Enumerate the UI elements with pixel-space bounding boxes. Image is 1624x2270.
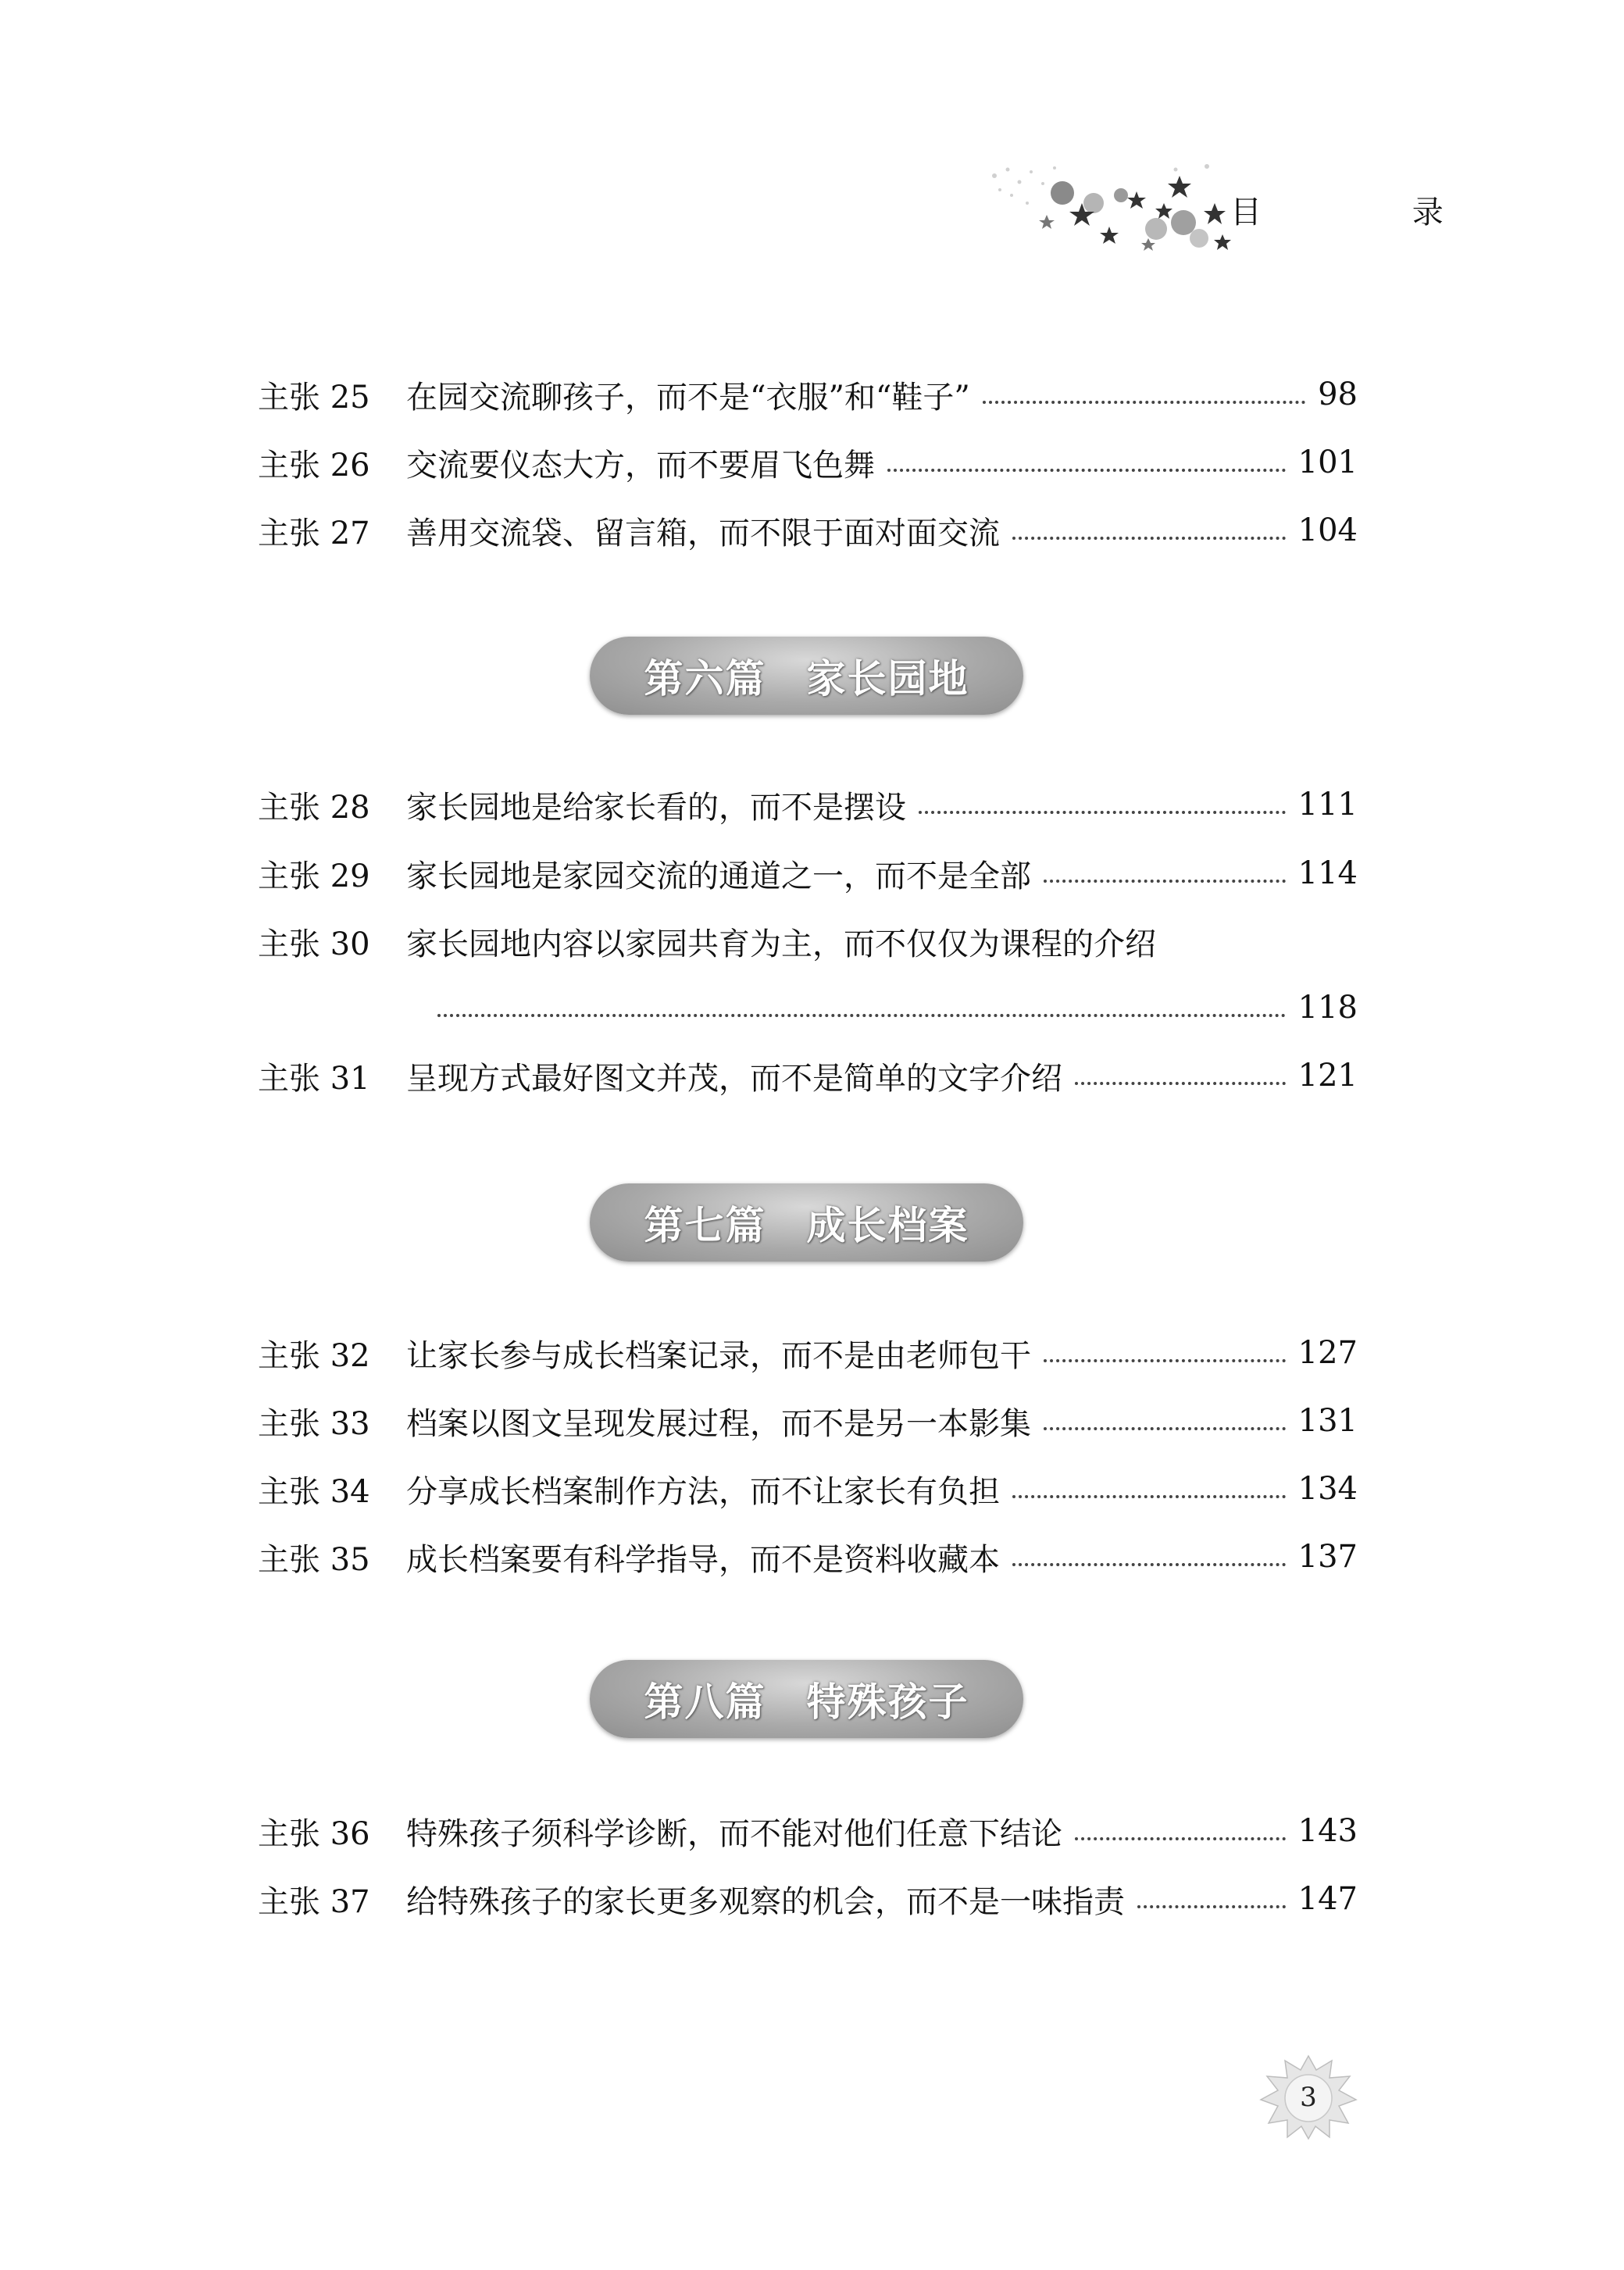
toc-entry[interactable]	[258, 507, 1358, 554]
entry-page: 134	[1297, 1471, 1358, 1507]
dot-leader	[919, 811, 1286, 814]
dot-leader	[1075, 1082, 1286, 1085]
entry-label: 主张 26	[258, 447, 370, 484]
entry-title: 家长园地是给家长看的，而不是摆设	[406, 789, 906, 826]
toc-entry[interactable]	[258, 439, 1358, 486]
star-decoration-icon	[980, 160, 1238, 254]
entry-label: 主张 36	[258, 1815, 370, 1852]
toc-entry[interactable]	[258, 1052, 1358, 1099]
dot-leader	[1012, 537, 1286, 540]
toc-entry[interactable]	[258, 1533, 1358, 1580]
section-heading: 第八篇 特殊孩子	[590, 1660, 1023, 1738]
entry-page: 118	[1297, 990, 1358, 1026]
entry-title: 交流要仪态大方，而不要眉飞色舞	[406, 447, 875, 484]
entry-title: 家长园地是家园交流的通道之一，而不是全部	[406, 858, 1031, 894]
entry-label: 主张 37	[258, 1883, 370, 1920]
toc-entry[interactable]	[258, 1397, 1358, 1444]
dot-leader	[1012, 1563, 1286, 1566]
entry-page: 131	[1297, 1403, 1358, 1439]
entry-title: 让家长参与成长档案记录，而不是由老师包干	[406, 1337, 1031, 1374]
toc-entry[interactable]	[258, 850, 1358, 897]
entry-title: 成长档案要有科学指导，而不是资料收藏本	[406, 1541, 1000, 1578]
entry-page: 147	[1297, 1881, 1358, 1917]
toc-entry[interactable]	[258, 1876, 1358, 1922]
entry-title: 分享成长档案制作方法，而不让家长有负担	[406, 1473, 1000, 1510]
entry-title: 呈现方式最好图文并茂，而不是简单的文字介绍	[406, 1060, 1062, 1097]
entry-title: 档案以图文呈现发展过程，而不是另一本影集	[406, 1405, 1031, 1442]
dot-leader	[437, 1014, 1286, 1017]
page-number-badge	[1258, 2054, 1359, 2140]
dot-leader	[1012, 1495, 1286, 1498]
toc-entry[interactable]	[258, 1465, 1358, 1512]
toc-entry[interactable]	[258, 781, 1358, 828]
toc-entry[interactable]	[258, 1808, 1358, 1854]
section-heading: 第六篇 家长园地	[590, 637, 1023, 715]
entry-label: 主张 30	[258, 926, 370, 962]
dot-leader	[1044, 1359, 1286, 1362]
entry-page: 121	[1297, 1058, 1358, 1094]
entry-page: 104	[1297, 512, 1358, 548]
entry-page: 111	[1297, 787, 1358, 823]
toc-entry-continuation[interactable]	[437, 984, 1358, 1031]
dot-leader	[983, 401, 1305, 404]
entry-title: 在园交流聊孩子，而不是“衣服”和“鞋子”	[406, 379, 970, 416]
dot-leader	[1137, 1905, 1286, 1908]
dot-leader	[1075, 1837, 1286, 1840]
entry-title: 特殊孩子须科学诊断，而不能对他们任意下结论	[406, 1815, 1062, 1852]
header-title: 目 录	[1230, 195, 1514, 230]
dot-leader	[1044, 1427, 1286, 1430]
entry-label: 主张 31	[258, 1060, 370, 1097]
entry-label: 主张 35	[258, 1541, 370, 1578]
toc-entry[interactable]	[258, 918, 1358, 965]
entry-label: 主张 27	[258, 515, 370, 551]
dot-leader	[887, 469, 1286, 472]
entry-title: 善用交流袋、留言箱，而不限于面对面交流	[406, 515, 1000, 551]
entry-label: 主张 34	[258, 1473, 370, 1510]
page-number: 3	[1300, 2082, 1317, 2113]
entry-page: 98	[1318, 377, 1358, 412]
dot-leader	[1044, 880, 1286, 883]
entry-label: 主张 33	[258, 1405, 370, 1442]
entry-label: 主张 29	[258, 858, 370, 894]
entry-page: 101	[1297, 444, 1358, 480]
entry-label: 主张 32	[258, 1337, 370, 1374]
section-heading: 第七篇 成长档案	[590, 1183, 1023, 1262]
entry-title: 家长园地内容以家园共育为主，而不仅仅为课程的介绍	[406, 926, 1156, 962]
toc-entry[interactable]	[258, 371, 1358, 418]
entry-page: 143	[1297, 1813, 1358, 1849]
entry-label: 主张 28	[258, 789, 370, 826]
entry-title: 给特殊孩子的家长更多观察的机会，而不是一味指责	[406, 1883, 1125, 1920]
entry-label: 主张 25	[258, 379, 370, 416]
entry-page: 137	[1297, 1539, 1358, 1575]
toc-entry[interactable]	[258, 1330, 1358, 1376]
entry-page: 114	[1297, 855, 1358, 891]
entry-page: 127	[1297, 1335, 1358, 1371]
